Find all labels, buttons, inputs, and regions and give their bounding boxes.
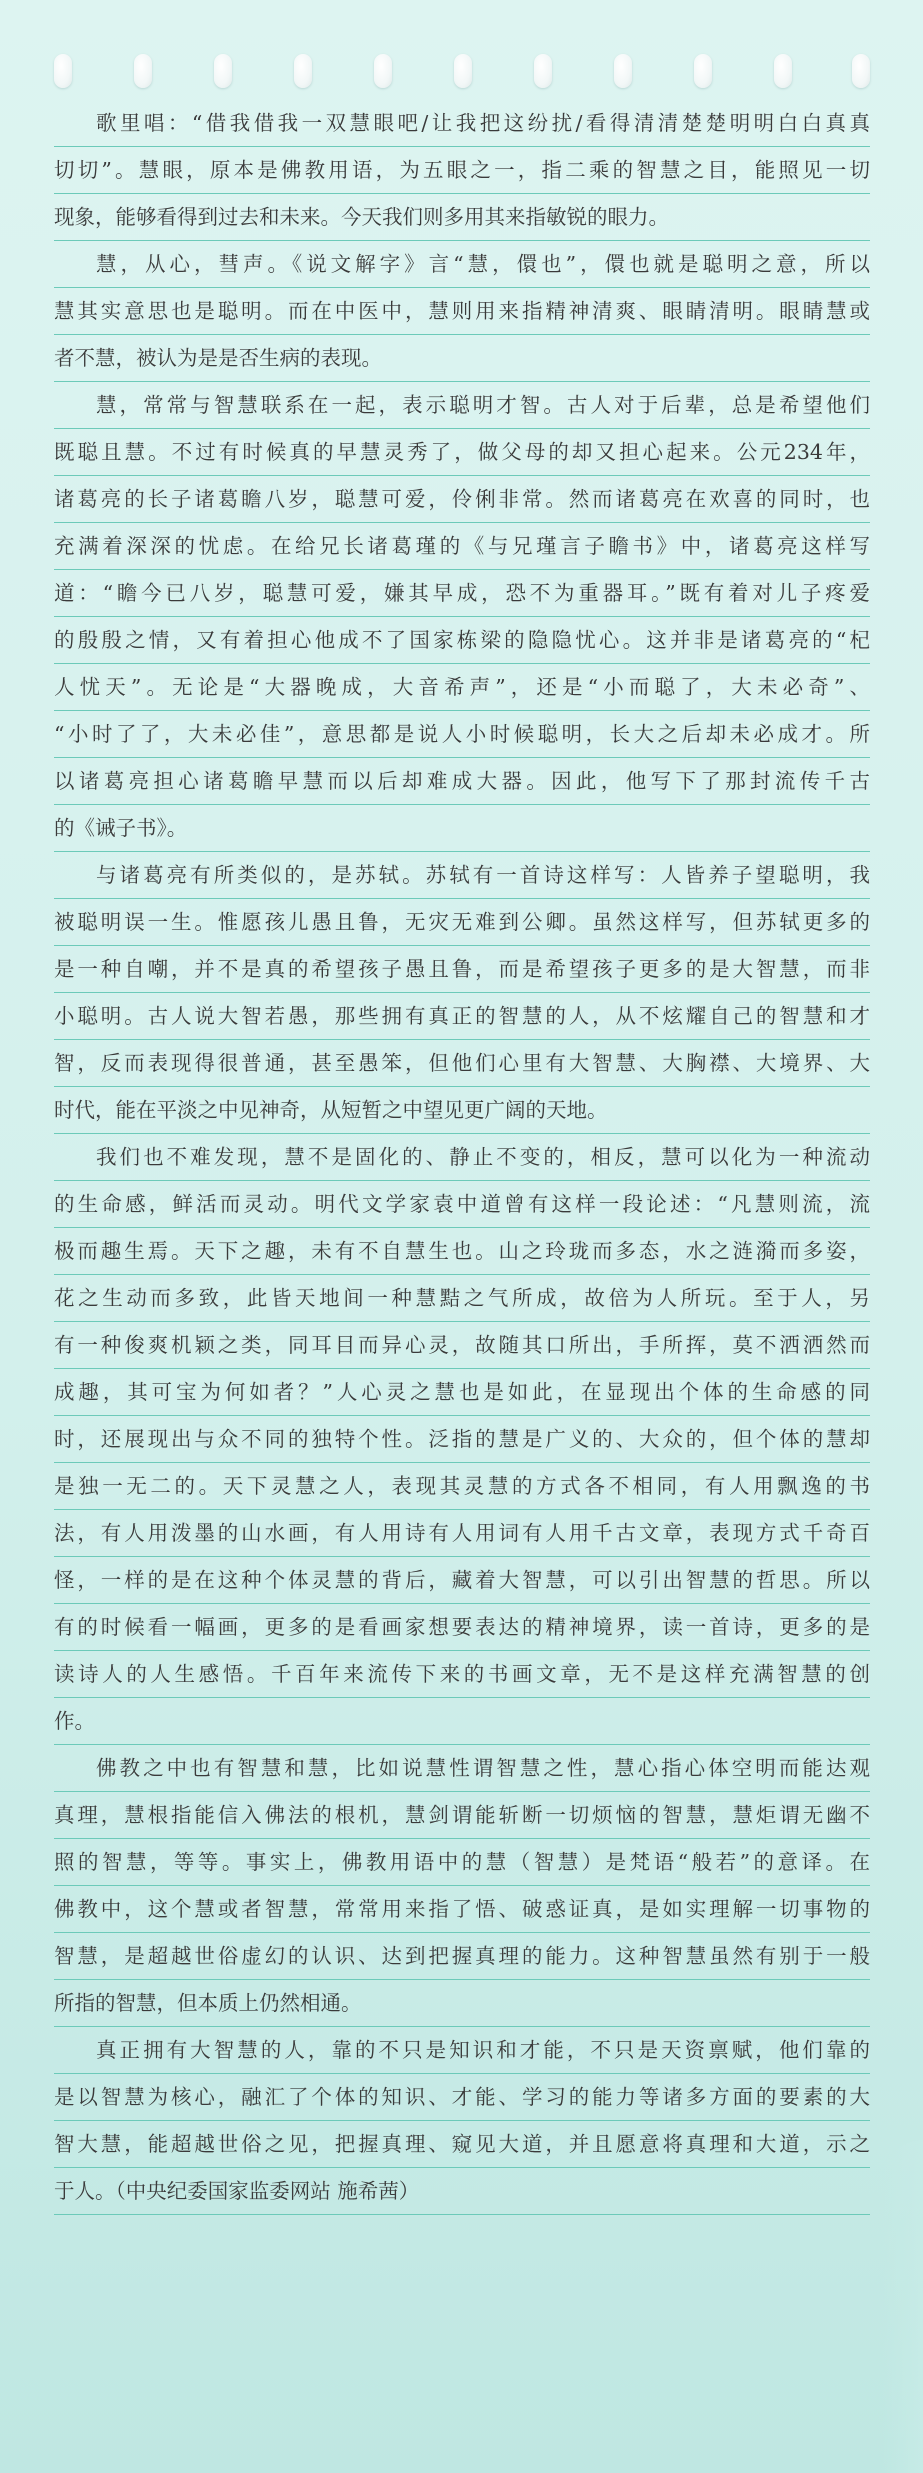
binder-hole <box>694 54 712 88</box>
binder-holes <box>0 54 923 94</box>
paragraph-line: 以诸葛亮担心诸葛瞻早慧而以后却难成大器。因此，他写下了那封流传千古 <box>54 758 870 805</box>
paragraph-line: “小时了了，大未必佳”，意思都是说人小时候聪明，长大之后却未必成才。所 <box>54 711 870 758</box>
paragraph-line: 有的时候看一幅画，更多的是看画家想要表达的精神境界，读一首诗，更多的是 <box>54 1604 870 1651</box>
paragraph-line: 真正拥有大智慧的人，靠的不只是知识和才能，不只是天资禀赋，他们靠的 <box>54 2027 870 2074</box>
paragraph-line: 真理，慧根指能信入佛法的根机，慧剑谓能斩断一切烦恼的智慧，慧炬谓无幽不 <box>54 1792 870 1839</box>
paragraph-line: 时代，能在平淡之中见神奇，从短暂之中望见更广阔的天地。 <box>54 1087 870 1134</box>
paragraph-line: 小聪明。古人说大智若愚，那些拥有真正的智慧的人，从不炫耀自己的智慧和才 <box>54 993 870 1040</box>
binder-hole <box>214 54 232 88</box>
paragraph-line: 智慧，是超越世俗虚幻的认识、达到把握真理的能力。这种智慧虽然有别于一般 <box>54 1933 870 1980</box>
paragraph <box>54 1134 870 1745</box>
paragraph-line: 我们也不难发现，慧不是固化的、静止不变的，相反，慧可以化为一种流动 <box>54 1134 870 1181</box>
paragraph-line: 歌里唱：“借我借我一双慧眼吧/让我把这纷扰/看得清清楚楚明明白白真真 <box>54 100 870 147</box>
paragraph-line: 诸葛亮的长子诸葛瞻八岁，聪慧可爱，伶俐非常。然而诸葛亮在欢喜的同时，也 <box>54 476 870 523</box>
paragraph-line: 既聪且慧。不过有时候真的早慧灵秀了，做父母的却又担心起来。公元234年， <box>54 429 870 476</box>
paragraph-line: 智大慧，能超越世俗之见，把握真理、窥见大道，并且愿意将真理和大道，示之 <box>54 2121 870 2168</box>
paragraph-line: 的生命感，鲜活而灵动。明代文学家袁中道曾有这样一段论述：“凡慧则流，流 <box>54 1181 870 1228</box>
paragraph-line: 慧，从心，彗声。《说文解字》言“慧，儇也”，儇也就是聪明之意，所以 <box>54 241 870 288</box>
paragraph-line: 作。 <box>54 1698 870 1745</box>
binder-hole <box>454 54 472 88</box>
page-curl <box>883 2140 923 2473</box>
paragraph-line: 慧其实意思也是聪明。而在中医中，慧则用来指精神清爽、眼睛清明。眼睛慧或 <box>54 288 870 335</box>
binder-hole <box>54 54 72 88</box>
article-body <box>54 100 870 2215</box>
paragraph <box>54 241 870 382</box>
paragraph-line: 是独一无二的。天下灵慧之人，表现其灵慧的方式各不相同，有人用飘逸的书 <box>54 1463 870 1510</box>
binder-hole <box>614 54 632 88</box>
paragraph-line: 有一种俊爽机颖之类，同耳目而异心灵，故随其口所出，手所挥，莫不洒洒然而 <box>54 1322 870 1369</box>
paragraph-line: 于人。（中央纪委国家监委网站 施希茜） <box>54 2168 870 2215</box>
paragraph-line: 怪，一样的是在这种个体灵慧的背后，藏着大智慧，可以引出智慧的哲思。所以 <box>54 1557 870 1604</box>
paragraph-line: 法，有人用泼墨的山水画，有人用诗有人用词有人用千古文章，表现方式千奇百 <box>54 1510 870 1557</box>
binder-hole <box>534 54 552 88</box>
paragraph-line: 充满着深深的忧虑。在给兄长诸葛瑾的《与兄瑾言子瞻书》中，诸葛亮这样写 <box>54 523 870 570</box>
paragraph-line: 者不慧，被认为是是否生病的表现。 <box>54 335 870 382</box>
paragraph <box>54 2027 870 2215</box>
paragraph-line: 极而趣生焉。天下之趣，未有不自慧生也。山之玲珑而多态，水之涟漪而多姿， <box>54 1228 870 1275</box>
paragraph-line: 读诗人的人生感悟。千百年来流传下来的书画文章，无不是这样充满智慧的创 <box>54 1651 870 1698</box>
paragraph-line: 慧，常常与智慧联系在一起，表示聪明才智。古人对于后辈，总是希望他们 <box>54 382 870 429</box>
paragraph-line: 成趣，其可宝为何如者？”人心灵之慧也是如此，在显现出个体的生命感的同 <box>54 1369 870 1416</box>
paragraph <box>54 852 870 1134</box>
paragraph <box>54 100 870 241</box>
binder-hole <box>852 54 870 88</box>
paragraph-line: 是以智慧为核心，融汇了个体的知识、才能、学习的能力等诸多方面的要素的大 <box>54 2074 870 2121</box>
paragraph-line: 佛教中，这个慧或者智慧，常常用来指了悟、破惑证真，是如实理解一切事物的 <box>54 1886 870 1933</box>
binder-hole <box>774 54 792 88</box>
paragraph-line: 道：“瞻今已八岁，聪慧可爱，嫌其早成，恐不为重器耳。”既有着对儿子疼爱 <box>54 570 870 617</box>
paragraph-line: 佛教之中也有智慧和慧，比如说慧性谓智慧之性，慧心指心体空明而能达观 <box>54 1745 870 1792</box>
binder-hole <box>294 54 312 88</box>
paragraph-line: 与诸葛亮有所类似的，是苏轼。苏轼有一首诗这样写：人皆养子望聪明，我 <box>54 852 870 899</box>
paragraph-line: 被聪明误一生。惟愿孩儿愚且鲁，无灾无难到公卿。虽然这样写，但苏轼更多的 <box>54 899 870 946</box>
binder-hole <box>374 54 392 88</box>
paragraph-line: 花之生动而多致，此皆天地间一种慧黠之气所成，故倍为人所玩。至于人，另 <box>54 1275 870 1322</box>
paragraph-line: 的殷殷之情，又有着担心他成不了国家栋梁的隐隐忧心。这并非是诸葛亮的“杞 <box>54 617 870 664</box>
paragraph-line: 现象，能够看得到过去和未来。今天我们则多用其来指敏锐的眼力。 <box>54 194 870 241</box>
paragraph-line: 切切”。慧眼，原本是佛教用语，为五眼之一，指二乘的智慧之目，能照见一切 <box>54 147 870 194</box>
paragraph-line: 所指的智慧，但本质上仍然相通。 <box>54 1980 870 2027</box>
binder-hole <box>134 54 152 88</box>
paragraph <box>54 1745 870 2027</box>
paragraph-line: 照的智慧，等等。事实上，佛教用语中的慧（智慧）是梵语“般若”的意译。在 <box>54 1839 870 1886</box>
paragraph <box>54 382 870 852</box>
paragraph-line: 的《诫子书》。 <box>54 805 870 852</box>
paragraph-line: 人忧天”。无论是“大器晚成，大音希声”，还是“小而聪了，大未必奇”、 <box>54 664 870 711</box>
paragraph-line: 智，反而表现得很普通，甚至愚笨，但他们心里有大智慧、大胸襟、大境界、大 <box>54 1040 870 1087</box>
paragraph-line: 时，还展现出与众不同的独特个性。泛指的慧是广义的、大众的，但个体的慧却 <box>54 1416 870 1463</box>
paragraph-line: 是一种自嘲，并不是真的希望孩子愚且鲁，而是希望孩子更多的是大智慧，而非 <box>54 946 870 993</box>
